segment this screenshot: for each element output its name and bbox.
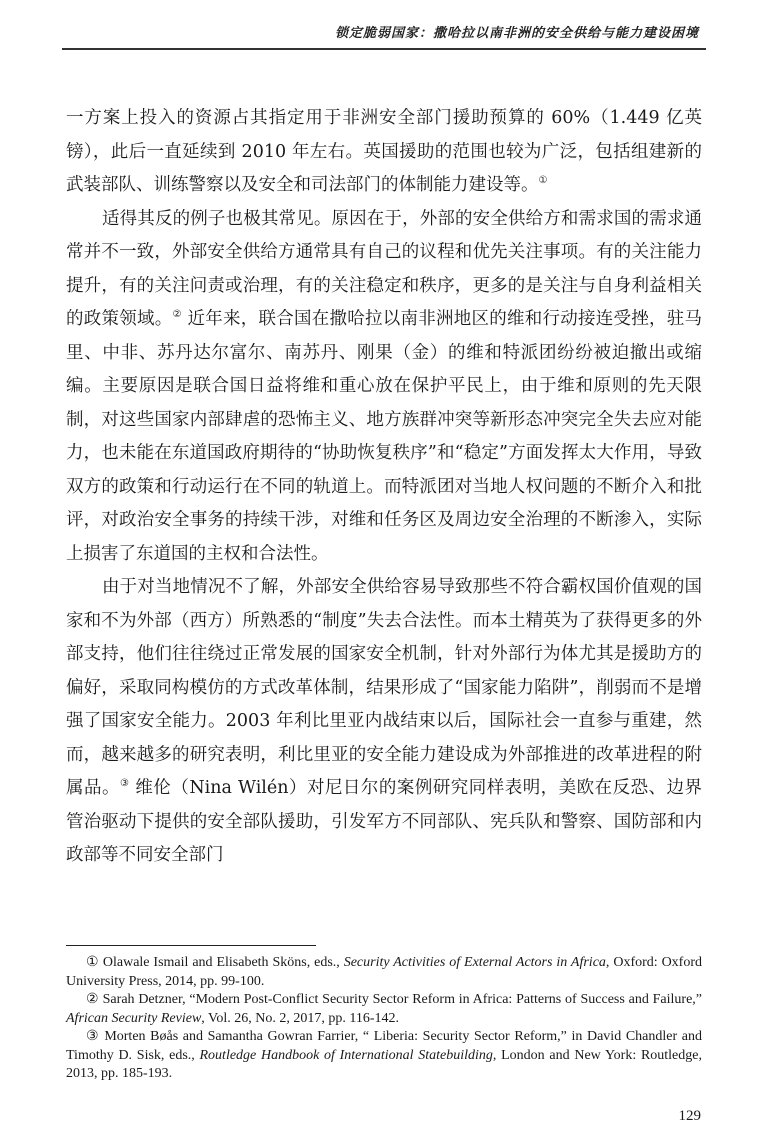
footnote-divider (66, 945, 316, 946)
footnote-2-text-b: , Vol. 26, No. 2, 2017, pp. 116-142. (201, 1010, 399, 1026)
footnote-2 (66, 991, 702, 1028)
paragraph-2-text-a: 适得其反的例子也极其常见。原因在于，外部的安全供给方和需求国的需求通常并不一致，外部安全供给方通常具有自己的议程和优先关注事项。有的关注能力提升，有的关注问责或治理，有的关注稳定和秩序，更多的是关注与自身利益相关的政策领域。 (66, 208, 702, 329)
paragraph-3 (66, 571, 702, 873)
footnotes (66, 954, 702, 1084)
footnote-1-text-b: , Oxford: Oxford University Press, 2014, pp. 99-100. (66, 955, 703, 989)
footnote-3-text-a: ③ Morten Bøås and Samantha Gowran Farrier, “ Liberia: Security Sector Reform,” in David Chandler and Timothy D. Sisk, eds., (66, 1029, 702, 1063)
paragraph-1-text: 一方案上投入的资源占其指定用于非洲安全部门援助预算的 60%（1.449 亿英镑），此后一直延续到 2010 年左右。英国援助的范围也较为广泛，包括组建新的武装部队、训练警察以及安全和司法部门的体制能力建设等。 (66, 108, 702, 195)
footnote-3 (66, 1028, 702, 1084)
page-number: 129 (678, 1108, 701, 1124)
paragraph-3-text-b: 维伦（Nina Wilén）对尼日尔的案例研究同样表明，美欧在反恐、边界管治驱动下提供的安全部队援助，引发军方不同部队、宪兵队和警察、国防部和内政部等不同安全部门 (66, 778, 702, 865)
running-header: 锁定脆弱国家：撒哈拉以南非洲的安全供给与能力建设困境 (334, 26, 699, 41)
header-divider (62, 48, 706, 50)
footnote-ref-3[interactable]: ③ (119, 778, 130, 789)
footnote-1-title: Security Activities of External Actors in Africa (343, 955, 606, 970)
footnote-ref-1[interactable]: ① (538, 175, 548, 186)
footnote-1-text-a: ① Olawale Ismail and Elisabeth Sköns, eds., (86, 955, 344, 970)
footnote-2-text-a: ② Sarah Detzner, “Modern Post-Conflict Security Sector Reform in Africa: Patterns of Success and Failure,” (86, 992, 702, 1007)
paragraph-3-text-a: 由于对当地情况不了解，外部安全供给容易导致那些不符合霸权国价值观的国家和不为外部（西方）所熟悉的“制度”失去合法性。而本土精英为了获得更多的外部支持，他们往往绕过正常发展的国家安全机制，针对外部行为体尤其是援助方的偏好，采取同构模仿的方式改革体制，结果形成了“国家能力陷阱”，削弱而不是增强了国家安全能力。2003 年利比里亚内战结束以后，国际社会一直参与重建，然而，越来越多的研究表明，利比里亚的安全能力建设成为外部推进的改革进程的附属品。 (66, 577, 702, 798)
paragraph-1 (66, 102, 702, 203)
footnote-1 (66, 954, 702, 991)
paragraph-2 (66, 203, 702, 572)
footnote-3-text-b: , London and New York: Routledge, 2013, pp. 185-193. (66, 1047, 702, 1081)
footnote-2-title: African Security Review (66, 1010, 202, 1026)
main-text (66, 102, 702, 873)
paragraph-2-text-b: 近年来，联合国在撒哈拉以南非洲地区的维和行动接连受挫，驻马里、中非、苏丹达尔富尔、南苏丹、刚果（金）的维和特派团纷纷被迫撤出或缩编。主要原因是联合国日益将维和重心放在保护平民上，由于维和原则的先天限制，对这些国家内部肆虐的恐怖主义、地方族群冲突等新形态冲突完全失去应对能力，也未能在东道国政府期待的“协助恢复秩序”和“稳定”方面发挥太大作用，导致双方的政策和行动运行在不同的轨道上。而特派团对当地人权问题的不断介入和批评，对政治安全事务的持续干涉，对维和任务区及周边安全治理的不断渗入，实际上损害了东道国的主权和合法性。 (66, 309, 703, 564)
footnote-3-title: Routledge Handbook of International Statebuilding (199, 1047, 493, 1063)
footnote-ref-2[interactable]: ② (172, 309, 182, 320)
